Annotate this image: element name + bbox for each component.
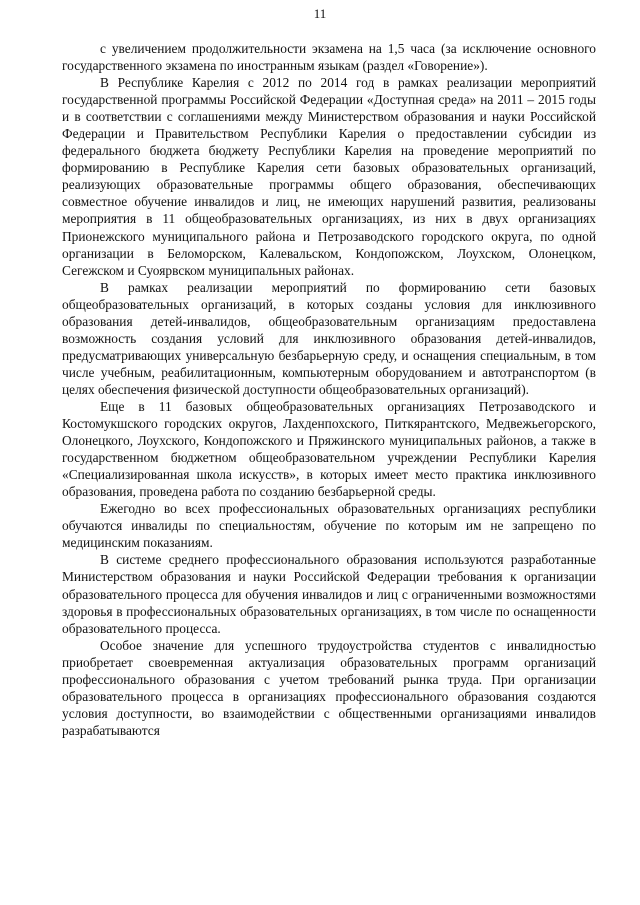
paragraph-employment-programs: Особое значение для успешного трудоустройства студентов с инвалидностью приобретает своевременная актуализация образовательных программ организаций профессионального образования с учетом требований рынка труда. При организации образовательного процесса в организациях профессионального образования создаются условия доступности, во взаимодействии с общественными организациями инвалидов разрабатываются — [62, 637, 596, 738]
paragraph-professional-training: Ежегодно во всех профессиональных образовательных организациях республики обучаются инвалиды по специальностям, обучение по которым им не запрещено по медицинским показаниям. — [62, 501, 596, 551]
paragraph-accessible-environment-program: В Республике Карелия с 2012 по 2014 год в рамках реализации мероприятий государственной программы Российской Федерации «Доступная среда» на 2011 – 2015 годы и в соответствии с соглашениями между Министерством образования и науки Российской Федерации и Правительством Республики Карелия о предоставлении субсидии из федерального бюджета бюджету Республики Карелия на проведение мероприятий по формированию в Республике Карелия сети базовых образовательных организаций, реализующих образовательные программы общего образования, обеспечивающих совместное обучение инвалидов и лиц, не имеющих нарушений развития, реализованы мероприятия в 11 общеобразовательных организациях, из них в двух организациях Прионежского муниципального района и Петрозаводского городского округа, по одной организации в Беломорском, Калевальском, Кондопожском, Лоухском, Олонецком, Сегежском и Суоярвском муниципальных районах. — [62, 75, 596, 278]
paragraph-barrier-free-schools: Еще в 11 базовых общеобразовательных организациях Петрозаводского и Костомукшского городских округов, Лахденпохского, Питкярантского, Медвежьегорского, Олонецкого, Лоухского, Кондопожского и Пряжинского муниципальных районов, а также в государственном бюджетном общеобразовательном учреждении Республики Карелия «Специализированная школа искусств», в которых имеет место практика инклюзивного образования, проведена работа по созданию безбарьерной среды. — [62, 398, 596, 500]
body-text — [62, 40, 596, 739]
paragraph-inclusive-network: В рамках реализации мероприятий по формированию сети базовых общеобразовательных организаций, в которых созданы условия для инклюзивного образования детей-инвалидов, общеобразовательным организациям предоставлена возможность создания условий для инклюзивного образования детей-инвалидов, предусматривающих универсальную безбарьерную среду, и оснащения специальным, в том числе учебным, реабилитационным, компьютерным оборудованием и автотранспортом (в целях обеспечения физической доступности общеобразовательных организаций). — [62, 279, 596, 397]
paragraph-vocational-requirements: В системе среднего профессионального образования используются разработанные Министерством образования и науки Российской Федерации требования к организации образовательного процесса для обучения инвалидов и лиц с ограниченными возможностями здоровья в профессиональных образовательных организациях, в том числе по оснащенности образовательного процесса. — [62, 552, 596, 636]
paragraph-exam-duration: с увеличением продолжительности экзамена на 1,5 часа (за исключение основного государственного экзамена по иностранным языкам (раздел «Говорение»). — [62, 41, 596, 74]
page-number: 11 — [313, 6, 327, 21]
